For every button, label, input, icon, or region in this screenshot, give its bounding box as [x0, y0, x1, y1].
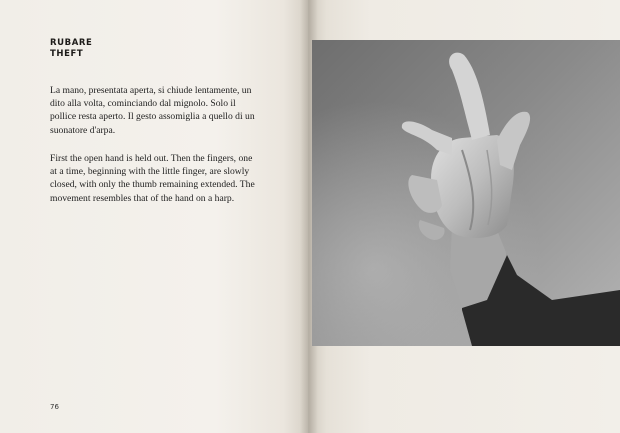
heading-english: THEFT [50, 49, 84, 59]
entry-heading [50, 38, 92, 60]
page-number: 76 [50, 403, 59, 411]
paragraph-italian: La mano, presentata aperta, si chiude lentamente, un dito alla volta, cominciando dal mignolo. Solo il pollice resta aperto. Il gesto assomiglia a quello di un suonatore d'arpa. [50, 85, 255, 136]
heading-italian: RUBARE [50, 38, 93, 48]
photo-illustration [312, 40, 620, 346]
paragraph-english: First the open hand is held out. Then the fingers, one at a time, beginning with the little finger, are slowly closed, with only the thumb remaining extended. The movement resembles that of the hand on a harp. [50, 153, 255, 204]
hand-gesture-photo [312, 40, 620, 346]
left-page [0, 0, 308, 433]
